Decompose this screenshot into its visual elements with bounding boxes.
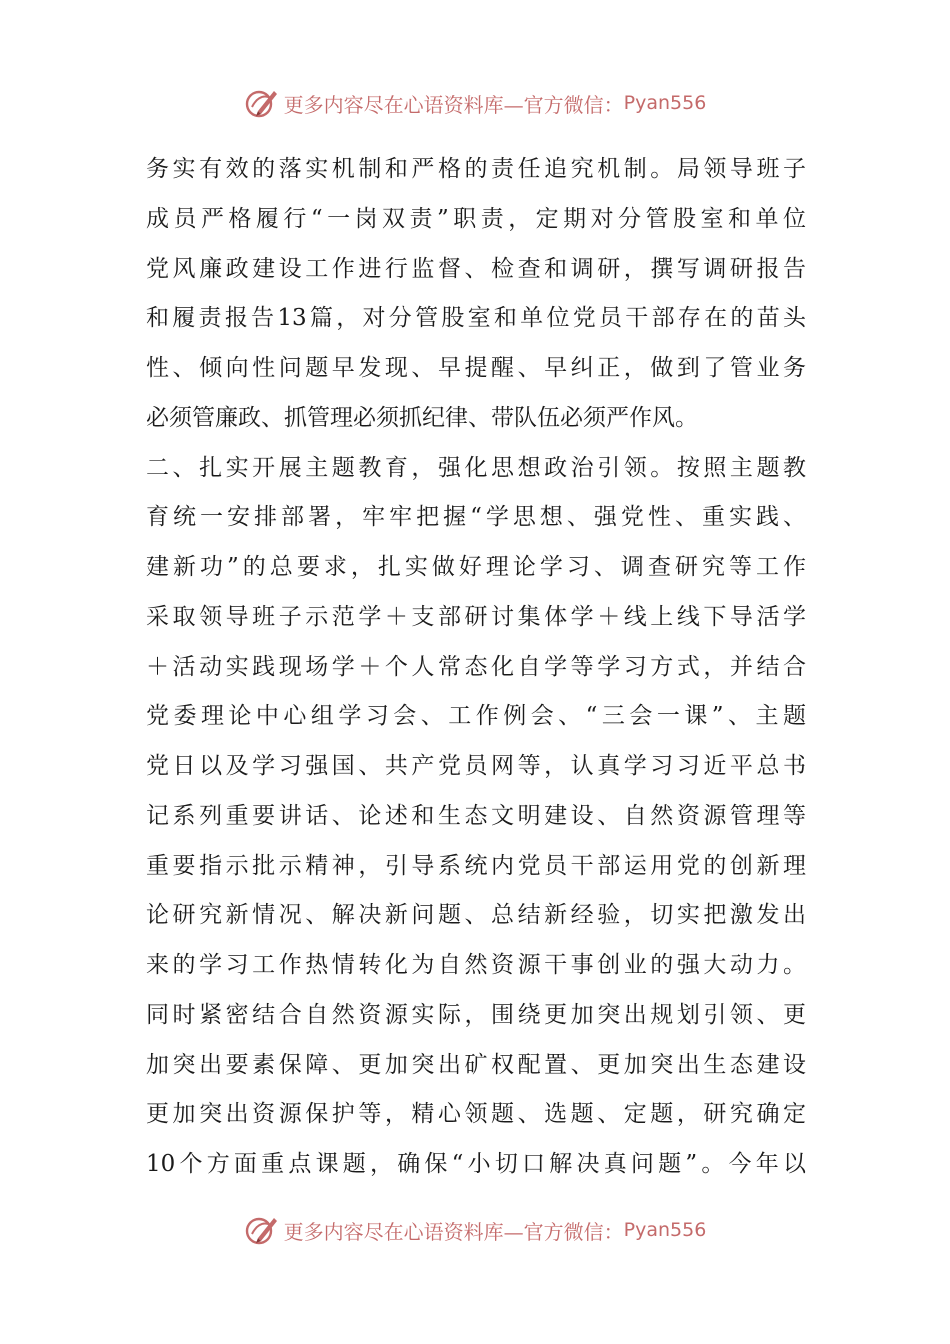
body-line: 党委理论中心组学习会、工作例会、“三会一课”、主题 xyxy=(146,703,806,730)
body-line: 重要指示批示精神，引导系统内党员干部运用党的创新理 xyxy=(146,852,806,879)
document-body xyxy=(146,145,806,1190)
body-line: 成员严格履行“一岗双责”职责，定期对分管股室和单位 xyxy=(146,205,806,232)
banner-wechat-id: Pyan556 xyxy=(623,92,707,114)
body-line: 10个方面重点课题，确保“小切口解决真问题”。今年以 xyxy=(146,1151,806,1177)
body-line: 加突出要素保障、更加突出矿权配置、更加突出生态建设 xyxy=(146,1051,806,1078)
body-line: 育统一安排部署，牢牢把握“学思想、强党性、重实践、 xyxy=(146,504,806,531)
body-line: 和履责报告13篇，对分管股室和单位党员干部存在的苗头 xyxy=(146,305,806,332)
body-line: 必须管廉政、抓管理必须抓纪律、带队伍必须严作风。 xyxy=(146,404,698,431)
banner-text: 更多内容尽在心语资料库—官方微信： xyxy=(283,1219,624,1244)
body-line: 二、扎实开展主题教育，强化思想政治引领。按照主题教 xyxy=(146,454,806,481)
banner-wechat-id: Pyan556 xyxy=(623,1219,707,1241)
banner-text: 更多内容尽在心语资料库—官方微信： xyxy=(283,92,624,117)
body-line: 记系列重要讲话、论述和生态文明建设、自然资源管理等 xyxy=(146,802,806,829)
body-line: 性、倾向性问题早发现、早提醒、早纠正，做到了管业务 xyxy=(146,355,806,381)
header-banner xyxy=(0,83,950,123)
body-line: 同时紧密结合自然资源实际，围绕更加突出规划引领、更 xyxy=(146,1001,806,1028)
body-line: 务实有效的落实机制和严格的责任追究机制。局领导班子 xyxy=(146,156,806,182)
body-line: 更加突出资源保护等，精心领题、选题、定题，研究确定 xyxy=(146,1101,806,1128)
body-line: 论研究新情况、解决新问题、总结新经验，切实把激发出 xyxy=(146,902,806,929)
pen-logo-icon xyxy=(244,85,280,121)
body-line: ＋活动实践现场学＋个人常态化自学等学习方式，并结合 xyxy=(146,653,806,680)
body-line: 建新功”的总要求，扎实做好理论学习、调查研究等工作 xyxy=(146,554,806,580)
body-line: 采取领导班子示范学＋支部研讨集体学＋线上线下导活学 xyxy=(146,603,806,630)
body-line: 党日以及学习强国、共产党员网等，认真学习习近平总书 xyxy=(146,753,806,779)
body-line: 来的学习工作热情转化为自然资源干事创业的强大动力。 xyxy=(146,952,806,978)
pen-logo-icon xyxy=(244,1212,280,1248)
footer-banner xyxy=(0,1210,950,1250)
body-line: 党风廉政建设工作进行监督、检查和调研，撰写调研报告 xyxy=(146,255,806,282)
